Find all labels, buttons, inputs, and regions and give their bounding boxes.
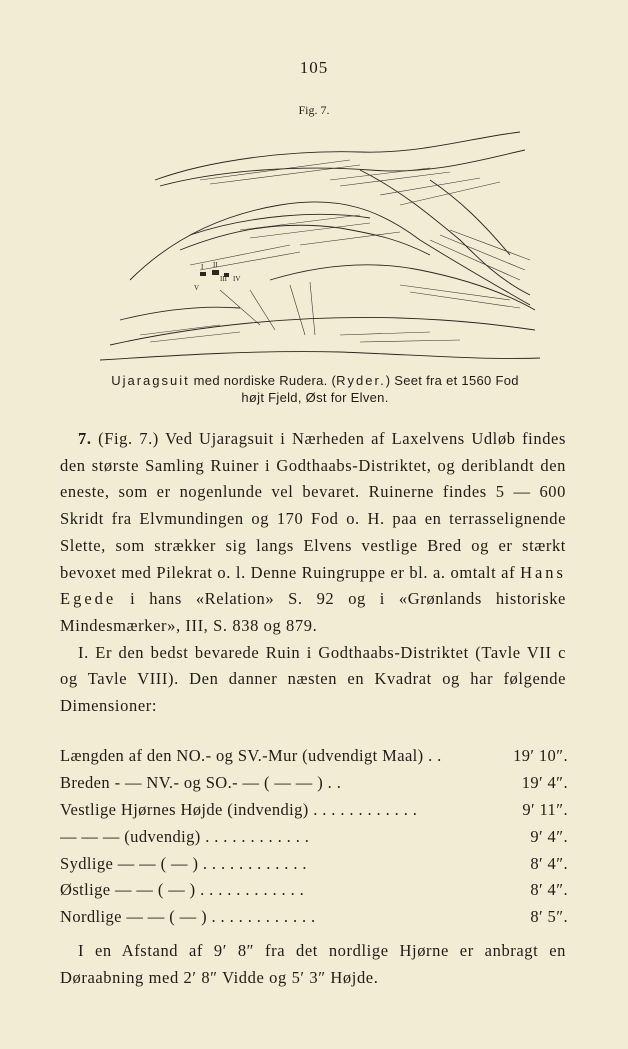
dimension-value: 19′ 4″. bbox=[521, 773, 568, 793]
caption-tail: ) Seet fra et 1560 Fod bbox=[385, 373, 519, 388]
body-text bbox=[60, 426, 566, 720]
caption-title: Ujaragsuit bbox=[111, 373, 190, 388]
dimension-label: Sydlige — — ( — ) . . . . . . . . . . . . bbox=[60, 853, 307, 873]
dimension-value: 8′ 5″. bbox=[530, 907, 568, 927]
dimension-value: 8′ 4″. bbox=[530, 853, 568, 873]
ruin-label-iii: III bbox=[220, 275, 227, 283]
dimension-label: Breden - — NV.- og SO.- — ( — — ) . . bbox=[60, 773, 342, 793]
dimension-value: 19′ 10″. bbox=[513, 746, 568, 766]
paragraph-7-part-b: i hans «Relation» S. 92 og i «Grønlands historiske Mindesmærker», III, S. 838 og 879. bbox=[60, 589, 566, 635]
dimension-value: 9′ 11″. bbox=[522, 799, 568, 819]
closing-paragraph bbox=[60, 938, 566, 991]
dimension-value: 9′ 4″. bbox=[530, 826, 568, 846]
paragraph-7 bbox=[60, 426, 566, 640]
ruin-label-i: I bbox=[201, 263, 204, 271]
table-row bbox=[60, 743, 568, 770]
table-row bbox=[60, 770, 568, 797]
dimension-label: — — — (udvendig) . . . . . . . . . . . . bbox=[60, 826, 310, 846]
dimension-label: Nordlige — — ( — ) . . . . . . . . . . . . bbox=[60, 907, 316, 927]
caption-text: med nordiske Rudera. ( bbox=[193, 373, 337, 388]
ruin-label-iv: IV bbox=[233, 275, 241, 283]
paragraph-7-part-a: (Fig. 7.) Ved Ujaragsuit i Nærheden af Laxelvens Udløb findes den største Samling Ruiner i Godthaabs-Distriktet, og deriblandt den eneste, som er nogenlunde vel bevaret. Ruinerne findes 5 — 600 Skridt fra Elvmundingen og 170 Fod o. H. paa en terrasselignende Slette, som strækker sig langs Elvens vestlige Bred og er stærkt bevoxet med Pilekrat o. l. Denne Ruingruppe er bl. a. omtalt af bbox=[60, 429, 566, 582]
table-row bbox=[60, 850, 568, 877]
table-row bbox=[60, 904, 568, 931]
figure-label: Fig. 7. bbox=[298, 103, 330, 117]
dimension-value: 8′ 4″. bbox=[530, 880, 568, 900]
table-row bbox=[60, 877, 568, 904]
table-row bbox=[60, 823, 568, 850]
caption-author: Ryder. bbox=[336, 373, 386, 388]
dimension-label: Længden af den NO.- og SV.-Mur (udvendigt Maal) . . bbox=[60, 746, 442, 766]
landscape-engraving bbox=[100, 120, 540, 370]
person-name: Hans Egede bbox=[60, 562, 566, 609]
dimension-label: Østlige — — ( — ) . . . . . . . . . . . . bbox=[60, 880, 305, 900]
page-number: 105 bbox=[299, 58, 329, 77]
figure-caption bbox=[60, 372, 570, 406]
dimension-label: Vestlige Hjørnes Højde (indvendig) . . . . . . . . . . . . bbox=[60, 799, 418, 819]
caption-line2: højt Fjeld, Øst for Elven. bbox=[241, 390, 389, 405]
section-number: 7. bbox=[78, 429, 92, 448]
ruin-markers bbox=[194, 261, 240, 292]
ruin-label-ii: II bbox=[213, 261, 218, 269]
doorway-paragraph: I en Afstand af 9′ 8″ fra det nordlige Hjørne er anbragt en Døraabning med 2′ 8″ Vidde og 5′ 3″ Højde. bbox=[60, 941, 566, 987]
ruin-label-v: V bbox=[194, 284, 200, 292]
dimensions-table bbox=[60, 743, 568, 931]
paragraph-ruin-i: I. Er den bedst bevarede Ruin i Godthaabs-Distriktet (Tavle VII c og Tavle VIII). Den danner næsten en Kvadrat og har følgende Dimensioner: bbox=[60, 642, 566, 716]
mountain-outlines bbox=[100, 132, 540, 360]
table-row bbox=[60, 797, 568, 824]
